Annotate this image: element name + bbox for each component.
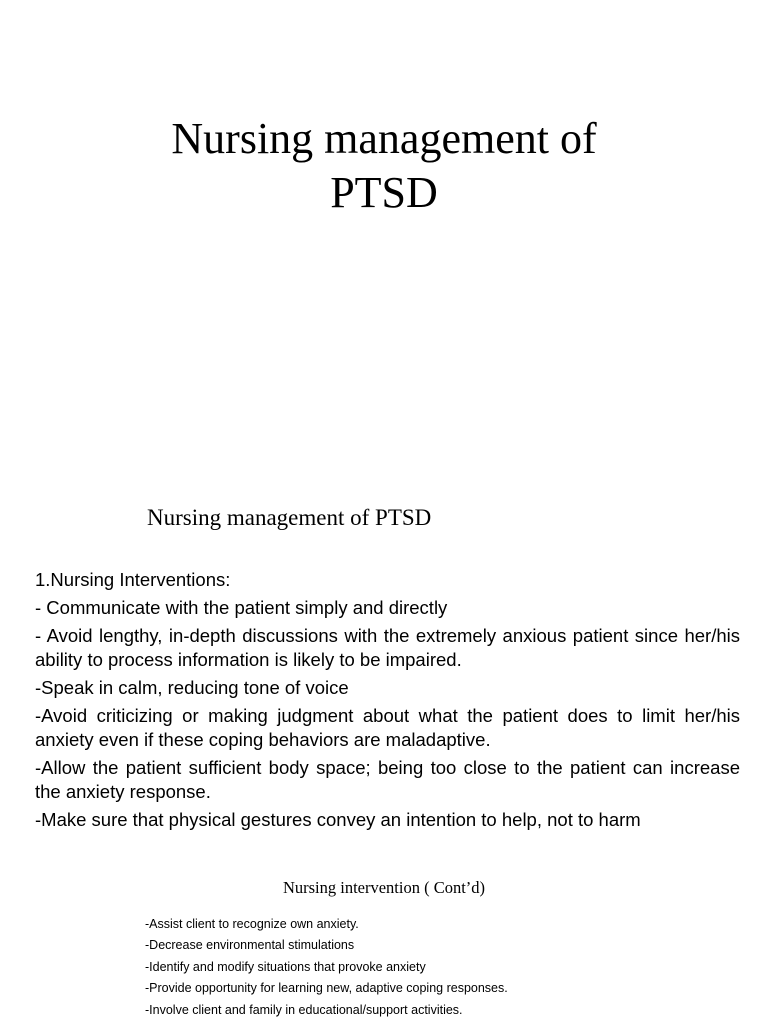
intervention-item: -Avoid criticizing or making judgment about what the patient does to limit her/his anxiety even if these coping behaviors are maladaptive. (35, 705, 740, 750)
intervention-item: -Speak in calm, reducing tone of voice (35, 677, 349, 698)
intervention-item: -Allow the patient sufficient body space; being too close to the patient can increase the anxiety response. (35, 757, 740, 802)
slide-heading: Nursing intervention ( Cont’d) (282, 878, 486, 897)
main-title-line-1: Nursing management of (171, 114, 597, 163)
intervention-item: -Make sure that physical gestures convey an intention to help, not to harm (35, 809, 641, 830)
list-item: -Provide opportunity for learning new, adaptive coping responses. (145, 981, 508, 996)
slide-title (0, 0, 768, 460)
list-item: -Identify and modify situations that provoke anxiety (145, 959, 426, 974)
intervention-item: - Avoid lengthy, in-depth discussions with the extremely anxious patient since her/his ability to process information is likely to be impaired. (35, 625, 740, 670)
main-title (0, 112, 768, 220)
slide-heading: Nursing management of PTSD (147, 505, 432, 530)
list-item: -Involve client and family in educational/support activities. (145, 1002, 463, 1017)
main-title-line-2: PTSD (330, 168, 438, 217)
slide-interventions-contd (0, 860, 768, 1024)
list-item: -Decrease environmental stimulations (145, 938, 355, 953)
intervention-item: 1.Nursing Interventions: (35, 569, 231, 590)
interventions-contd-list (145, 914, 725, 1021)
intervention-item: - Communicate with the patient simply and directly (35, 597, 448, 618)
slide-interventions (0, 460, 768, 860)
interventions-list (35, 568, 740, 836)
list-item: -Assist client to recognize own anxiety. (145, 917, 359, 931)
